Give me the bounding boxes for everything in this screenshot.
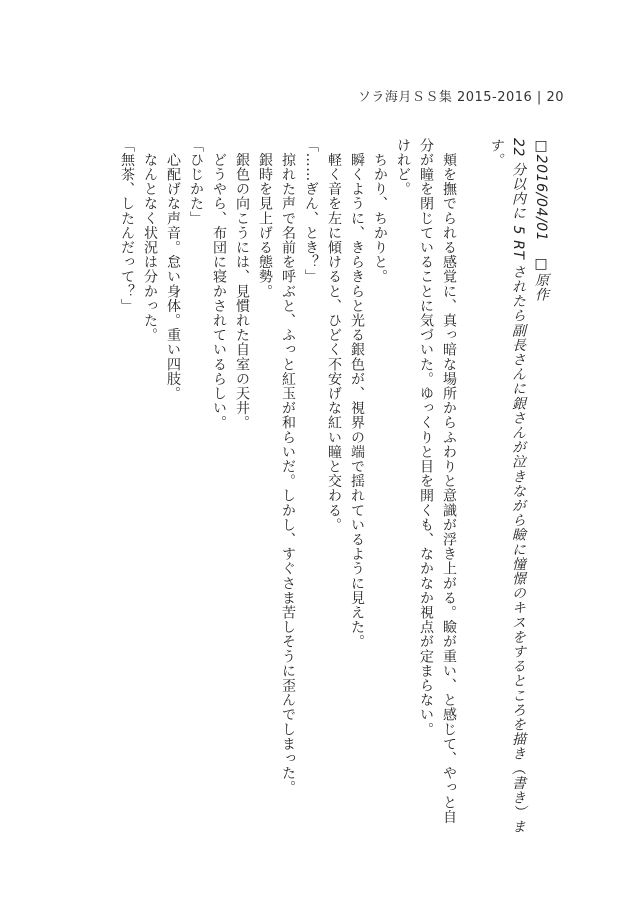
date-line: □2016/04/01 □原作: [533, 138, 549, 302]
running-header: ソラ海月ＳＳ集 2015-2016 | 20: [357, 90, 564, 105]
paragraph: 瞬くように、きらきらと光る銀色が、視界の端で揺れているように見えた。: [349, 138, 365, 649]
paragraph: どうやら、布団に寝かされているらしい。: [211, 138, 227, 430]
paragraph: 軽く音を左に傾けると、ひどく不安げな紅い瞳と交わる。: [326, 138, 342, 533]
section-spacer: [460, 138, 483, 838]
paragraph: ちかり、ちかりと。: [372, 138, 388, 284]
paragraph: けれど。: [395, 138, 411, 197]
prompt-line: 22 分以内に 5 RT されたら副長さんに銀さんが泣きながら瞼に憧憬のキスをするところを描き（書き）ます。: [487, 138, 526, 835]
paragraph: 「無茶、したんだって？」: [119, 138, 135, 314]
paragraph: 「……ぎん、とき？」: [303, 138, 319, 284]
paragraph: 頬を撫でられる感覚に、真っ暗な場所からふわりと意識が浮き上がる。瞼が重い、と感じて、やっと自分が瞳を閉じていることに気づいた。ゆっくりと目を開くも、なかなか視点が定まらない。: [418, 138, 457, 825]
paragraph: 心配げな声音。怠い身体。重い四肢。: [165, 138, 181, 401]
paragraph: 銀時を見上げる態勢。: [257, 138, 273, 299]
paragraph: 銀色の向こうには、見慣れた自室の天井。: [234, 138, 250, 430]
paragraph: 掠れた声で名前を呼ぶと、ふっと紅玉が和らいだ。しかし、すぐさま苦しそうに歪んでしまった。: [280, 138, 296, 795]
paragraph: なんとなく状況は分かった。: [142, 138, 158, 343]
paragraph: 「ひじかた」: [188, 138, 204, 226]
vertical-text-body: [82, 138, 552, 838]
